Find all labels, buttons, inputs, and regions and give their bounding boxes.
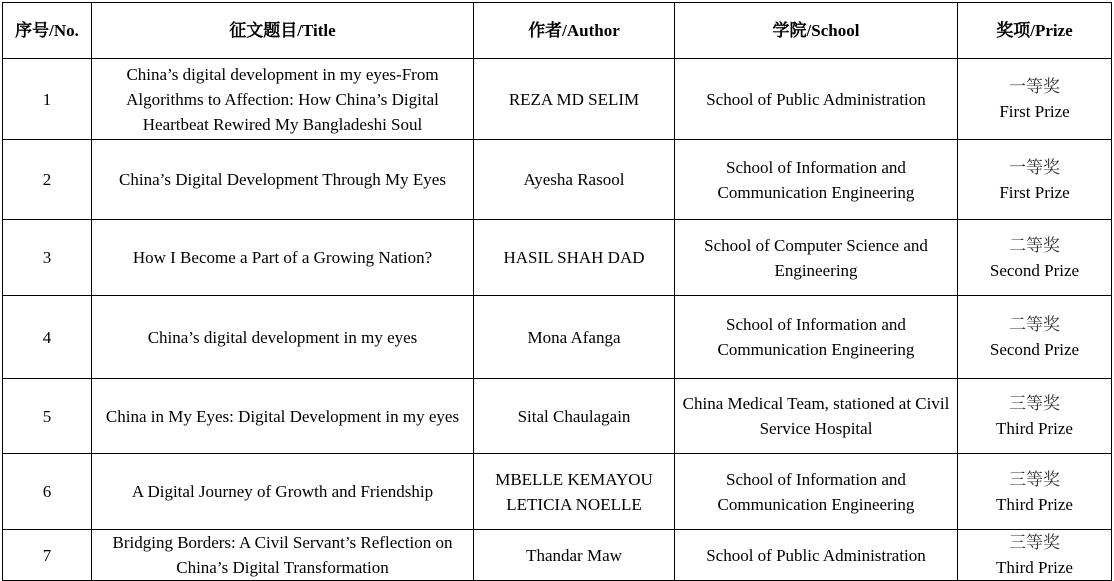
- prize-zh: 一等奖: [1009, 77, 1060, 96]
- prize-en: Third Prize: [996, 558, 1073, 577]
- prize-en: First Prize: [999, 102, 1070, 121]
- header-no: 序号/No.: [3, 3, 92, 59]
- cell-title: A Digital Journey of Growth and Friendship: [92, 454, 474, 530]
- cell-school: School of Information and Communication Engineering: [675, 296, 958, 379]
- prize-zh: 一等奖: [1009, 157, 1060, 177]
- cell-no: 4: [3, 296, 92, 379]
- prize-en: Third Prize: [996, 419, 1073, 438]
- prize-zh: 二等奖: [1009, 235, 1060, 255]
- table-row: [3, 454, 1112, 530]
- cell-title: China’s digital development in my eyes-From Algorithms to Affection: How China’s Digital Heartbeat Rewired My Bangladeshi Soul: [92, 59, 474, 140]
- cell-school: China Medical Team, stationed at Civil Service Hospital: [675, 379, 958, 454]
- table-row: [3, 59, 1112, 140]
- header-author: 作者/Author: [474, 3, 675, 59]
- cell-author: MBELLE KEMAYOU LETICIA NOELLE: [474, 454, 675, 530]
- prize-en: Second Prize: [989, 340, 1080, 359]
- prize-en: Third Prize: [996, 494, 1073, 514]
- table-row: [3, 220, 1112, 296]
- cell-no: 7: [3, 530, 92, 581]
- cell-prize: [958, 59, 1112, 140]
- header-school: 学院/School: [675, 3, 958, 59]
- cell-author: Sital Chaulagain: [474, 379, 675, 454]
- cell-title: Bridging Borders: A Civil Servant’s Reflection on China’s Digital Transformation: [92, 530, 474, 581]
- cell-prize: [958, 379, 1112, 454]
- cell-no: 3: [3, 220, 92, 296]
- table-row: [3, 140, 1112, 220]
- cell-title: China’s digital development in my eyes: [92, 296, 474, 379]
- cell-title: China’s Digital Development Through My Eyes: [92, 140, 474, 220]
- header-title: 征文题目/Title: [92, 3, 474, 59]
- cell-prize: [958, 140, 1112, 220]
- prize-zh: 二等奖: [1009, 315, 1060, 334]
- cell-school: School of Information and Communication Engineering: [675, 140, 958, 220]
- cell-author: HASIL SHAH DAD: [474, 220, 675, 296]
- cell-author: Thandar Maw: [474, 530, 675, 581]
- cell-title: How I Become a Part of a Growing Nation?: [92, 220, 474, 296]
- cell-prize: [958, 296, 1112, 379]
- cell-author: Mona Afanga: [474, 296, 675, 379]
- cell-school: School of Computer Science and Engineering: [675, 220, 958, 296]
- cell-no: 1: [3, 59, 92, 140]
- table-row: [3, 530, 1112, 581]
- header-prize: 奖项/Prize: [958, 3, 1112, 59]
- cell-no: 6: [3, 454, 92, 530]
- cell-school: School of Public Administration: [675, 530, 958, 581]
- prize-en: First Prize: [999, 182, 1070, 202]
- cell-school: School of Information and Communication Engineering: [675, 454, 958, 530]
- awards-table: [2, 2, 1112, 581]
- prize-en: Second Prize: [989, 260, 1080, 280]
- cell-no: 2: [3, 140, 92, 220]
- cell-prize: [958, 220, 1112, 296]
- header-row: [3, 3, 1112, 59]
- table-row: [3, 296, 1112, 379]
- table-row: [3, 379, 1112, 454]
- cell-prize: [958, 454, 1112, 530]
- prize-zh: 三等奖: [1009, 394, 1060, 413]
- prize-zh: 三等奖: [1009, 533, 1060, 552]
- cell-prize: [958, 530, 1112, 581]
- cell-author: Ayesha Rasool: [474, 140, 675, 220]
- prize-zh: 三等奖: [1009, 469, 1060, 489]
- cell-no: 5: [3, 379, 92, 454]
- cell-author: REZA MD SELIM: [474, 59, 675, 140]
- cell-title: China in My Eyes: Digital Development in my eyes: [92, 379, 474, 454]
- cell-school: School of Public Administration: [675, 59, 958, 140]
